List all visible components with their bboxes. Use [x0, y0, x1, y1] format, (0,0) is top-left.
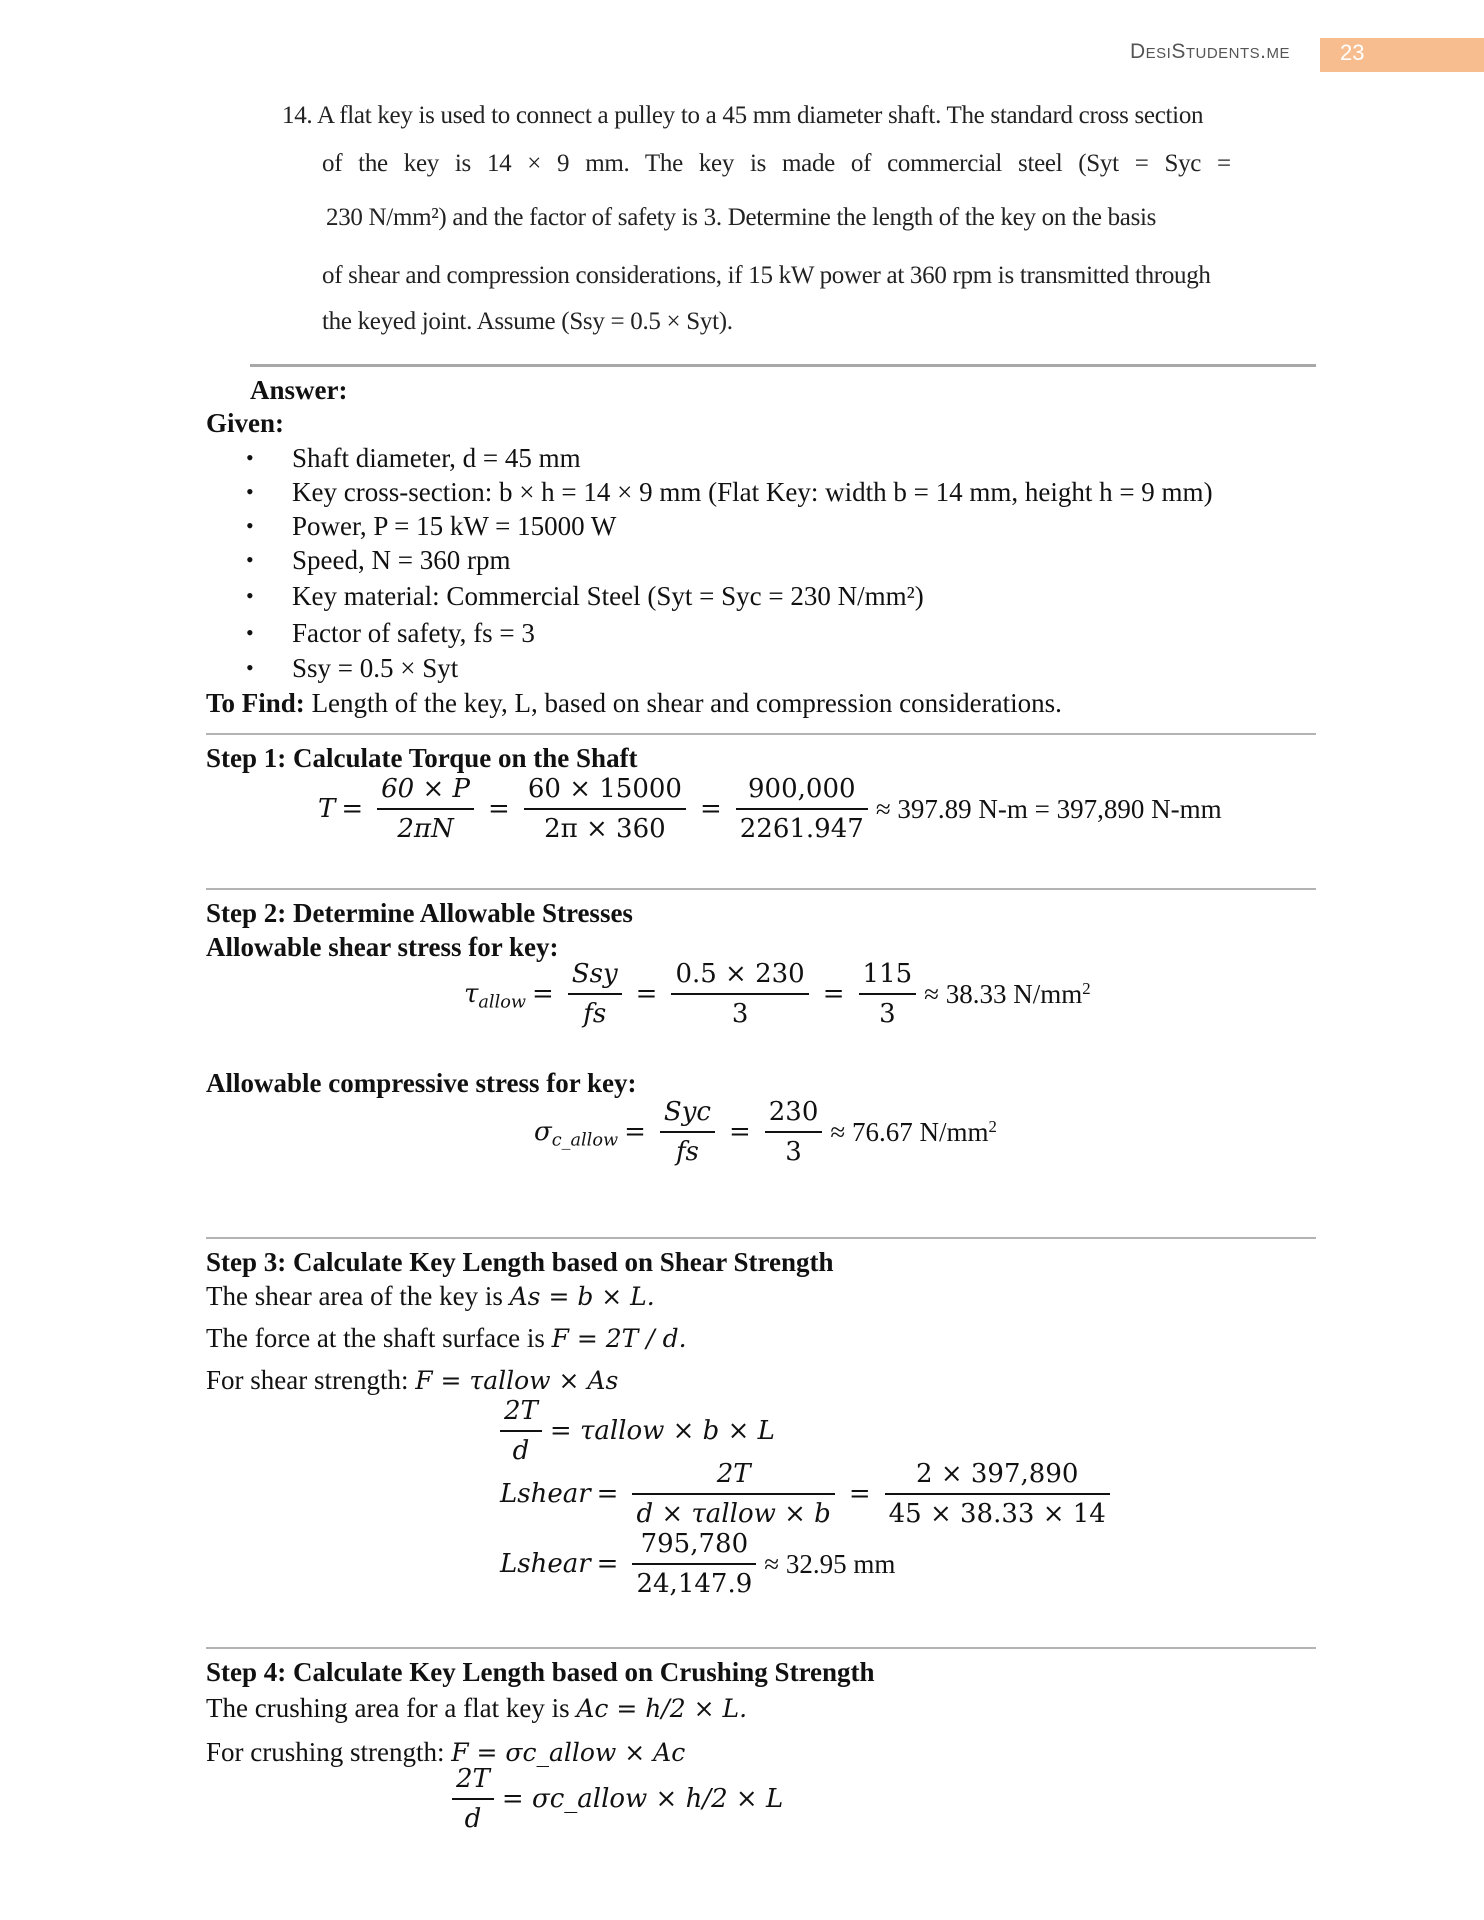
fraction: $\frac{2T}{\text{d × τallow × b}}$ — [632, 1455, 834, 1533]
comp-stress-label: Allowable compressive stress for key: — [206, 1068, 637, 1098]
answer-label: Answer: — [250, 375, 348, 405]
given-item: • Shaft diameter, d = 45 mm — [206, 441, 1356, 475]
step3-equation-2: Lshear = $\frac{2T}{\text{d × τallow × b}}$ = $\frac{2 \times 397,890}{45 \times 38.33 \times 14}$ — [500, 1455, 1118, 1533]
fraction: $\frac{2T}{d}$ — [452, 1760, 494, 1838]
divider-step2 — [206, 888, 1316, 890]
to-find — [206, 688, 1062, 719]
fraction: $\frac{\text{Syc}}{fs}$ — [660, 1093, 715, 1171]
page-number: 23 — [1340, 40, 1365, 65]
question-line-2: of the key is 14 × 9 mm. The key is made of commercial steel (Syt = Syc = — [322, 150, 1231, 177]
divider-step3 — [206, 1237, 1316, 1239]
step3-line-1: The shear area of the key is As = b × L. — [206, 1281, 655, 1311]
question-line-3: 230 N/mm²) and the factor of safety is 3. Determine the length of the key on the basis — [326, 204, 1157, 231]
question-number: 14. — [282, 102, 313, 129]
fraction: $\frac{2T}{d}$ — [500, 1392, 542, 1470]
step4-equation-1: $\frac{2T}{d}$ = σc_allow × h/2 × L — [452, 1760, 783, 1838]
step2-title: Step 2: Determine Allowable Stresses — [206, 898, 633, 928]
fraction: $\frac{900,000}{2261.947}$ — [736, 770, 868, 848]
question-line-1 — [282, 102, 1203, 130]
step3-line-3: For shear strength: F = τallow × As — [206, 1365, 619, 1395]
question-divider — [250, 364, 1316, 367]
divider-step1 — [206, 733, 1316, 735]
step3-equation-3: Lshear = $\frac{795,780}{24,147.9}$ ≈ 32.95 mm — [500, 1525, 895, 1603]
fraction: $\frac{115}{3}$ — [859, 955, 917, 1033]
shear-stress-equation: $\tau_{allow}$ = $\frac{\text{Ssy}}{fs}$ = $\frac{0.5 \times 230}{3}$ = $\frac{115}{3}$ ≈ 38.33 $N/mm^2$ — [464, 955, 1091, 1033]
step4-line-2: For crushing strength: F = σc_allow × Ac — [206, 1737, 686, 1767]
fraction: $\frac{795,780}{24,147.9}$ — [632, 1525, 756, 1603]
question-line-5: the keyed joint. Assume (Ssy = 0.5 × Syt). — [322, 308, 733, 335]
given-item: • Speed, N = 360 rpm — [206, 543, 1356, 577]
given-item: • Key cross-section: b × h = 14 × 9 mm (Flat Key: width b = 14 mm, height h = 9 mm) — [206, 475, 1356, 509]
comp-stress-equation: $\sigma_{c\_allow}$ = $\frac{\text{Syc}}{fs}$ = $\frac{230}{3}$ ≈ 76.67 $N/mm^2$ — [534, 1093, 997, 1171]
step3-title: Step 3: Calculate Key Length based on Shear Strength — [206, 1247, 834, 1277]
fraction: $\frac{\text{Ssy}}{fs}$ — [568, 955, 622, 1033]
fraction: $\frac{60 \times P}{2\pi N}$ — [377, 770, 474, 848]
step3-line-2: The force at the shaft surface is F = 2T / d. — [206, 1323, 687, 1353]
shear-stress-label: Allowable shear stress for key: — [206, 932, 559, 962]
given-label: Given: — [206, 408, 284, 438]
step4-title: Step 4: Calculate Key Length based on Crushing Strength — [206, 1657, 875, 1687]
divider-step4 — [206, 1647, 1316, 1649]
given-item: • Factor of safety, fs = 3 — [206, 615, 1356, 651]
given-item: • Key material: Commercial Steel (Syt = Syc = 230 N/mm²) — [206, 577, 1356, 615]
site-name: DesiStudents.me — [1130, 40, 1291, 63]
to-find-text: Length of the key, L, based on shear and compression considerations. — [304, 688, 1062, 718]
given-list — [206, 441, 1356, 685]
step1-torque-equation: T = $\frac{60 \times P}{2\pi N}$ = $\frac{60 \times 15000}{2\pi \times 360}$ = $\frac{900,000}{2261.947}$ ≈ 397.89 N-m = 397,890 N-mm — [318, 770, 1222, 848]
to-find-label: To Find: — [206, 688, 305, 718]
fraction: $\frac{2 \times 397,890}{45 \times 38.33 \times 14}$ — [885, 1455, 1110, 1533]
given-item: • Ssy = 0.5 × Syt — [206, 651, 1356, 685]
step4-line-1: The crushing area for a flat key is Ac = h/2 × L. — [206, 1693, 748, 1723]
fraction: $\frac{230}{3}$ — [765, 1093, 823, 1171]
fraction: $\frac{60 \times 15000}{2\pi \times 360}$ — [524, 770, 686, 848]
fraction: $\frac{0.5 \times 230}{3}$ — [671, 955, 808, 1033]
question-line-4: of shear and compression considerations, if 15 kW power at 360 rpm is transmitted through — [322, 262, 1211, 289]
step1-title: Step 1: Calculate Torque on the Shaft — [206, 743, 638, 773]
question-text-1: A flat key is used to connect a pulley to a 45 mm diameter shaft. The standard cross section — [316, 102, 1204, 129]
step3-equation-1: $\frac{2T}{d}$ = τallow × b × L — [500, 1392, 775, 1470]
given-item: • Power, P = 15 kW = 15000 W — [206, 509, 1356, 543]
